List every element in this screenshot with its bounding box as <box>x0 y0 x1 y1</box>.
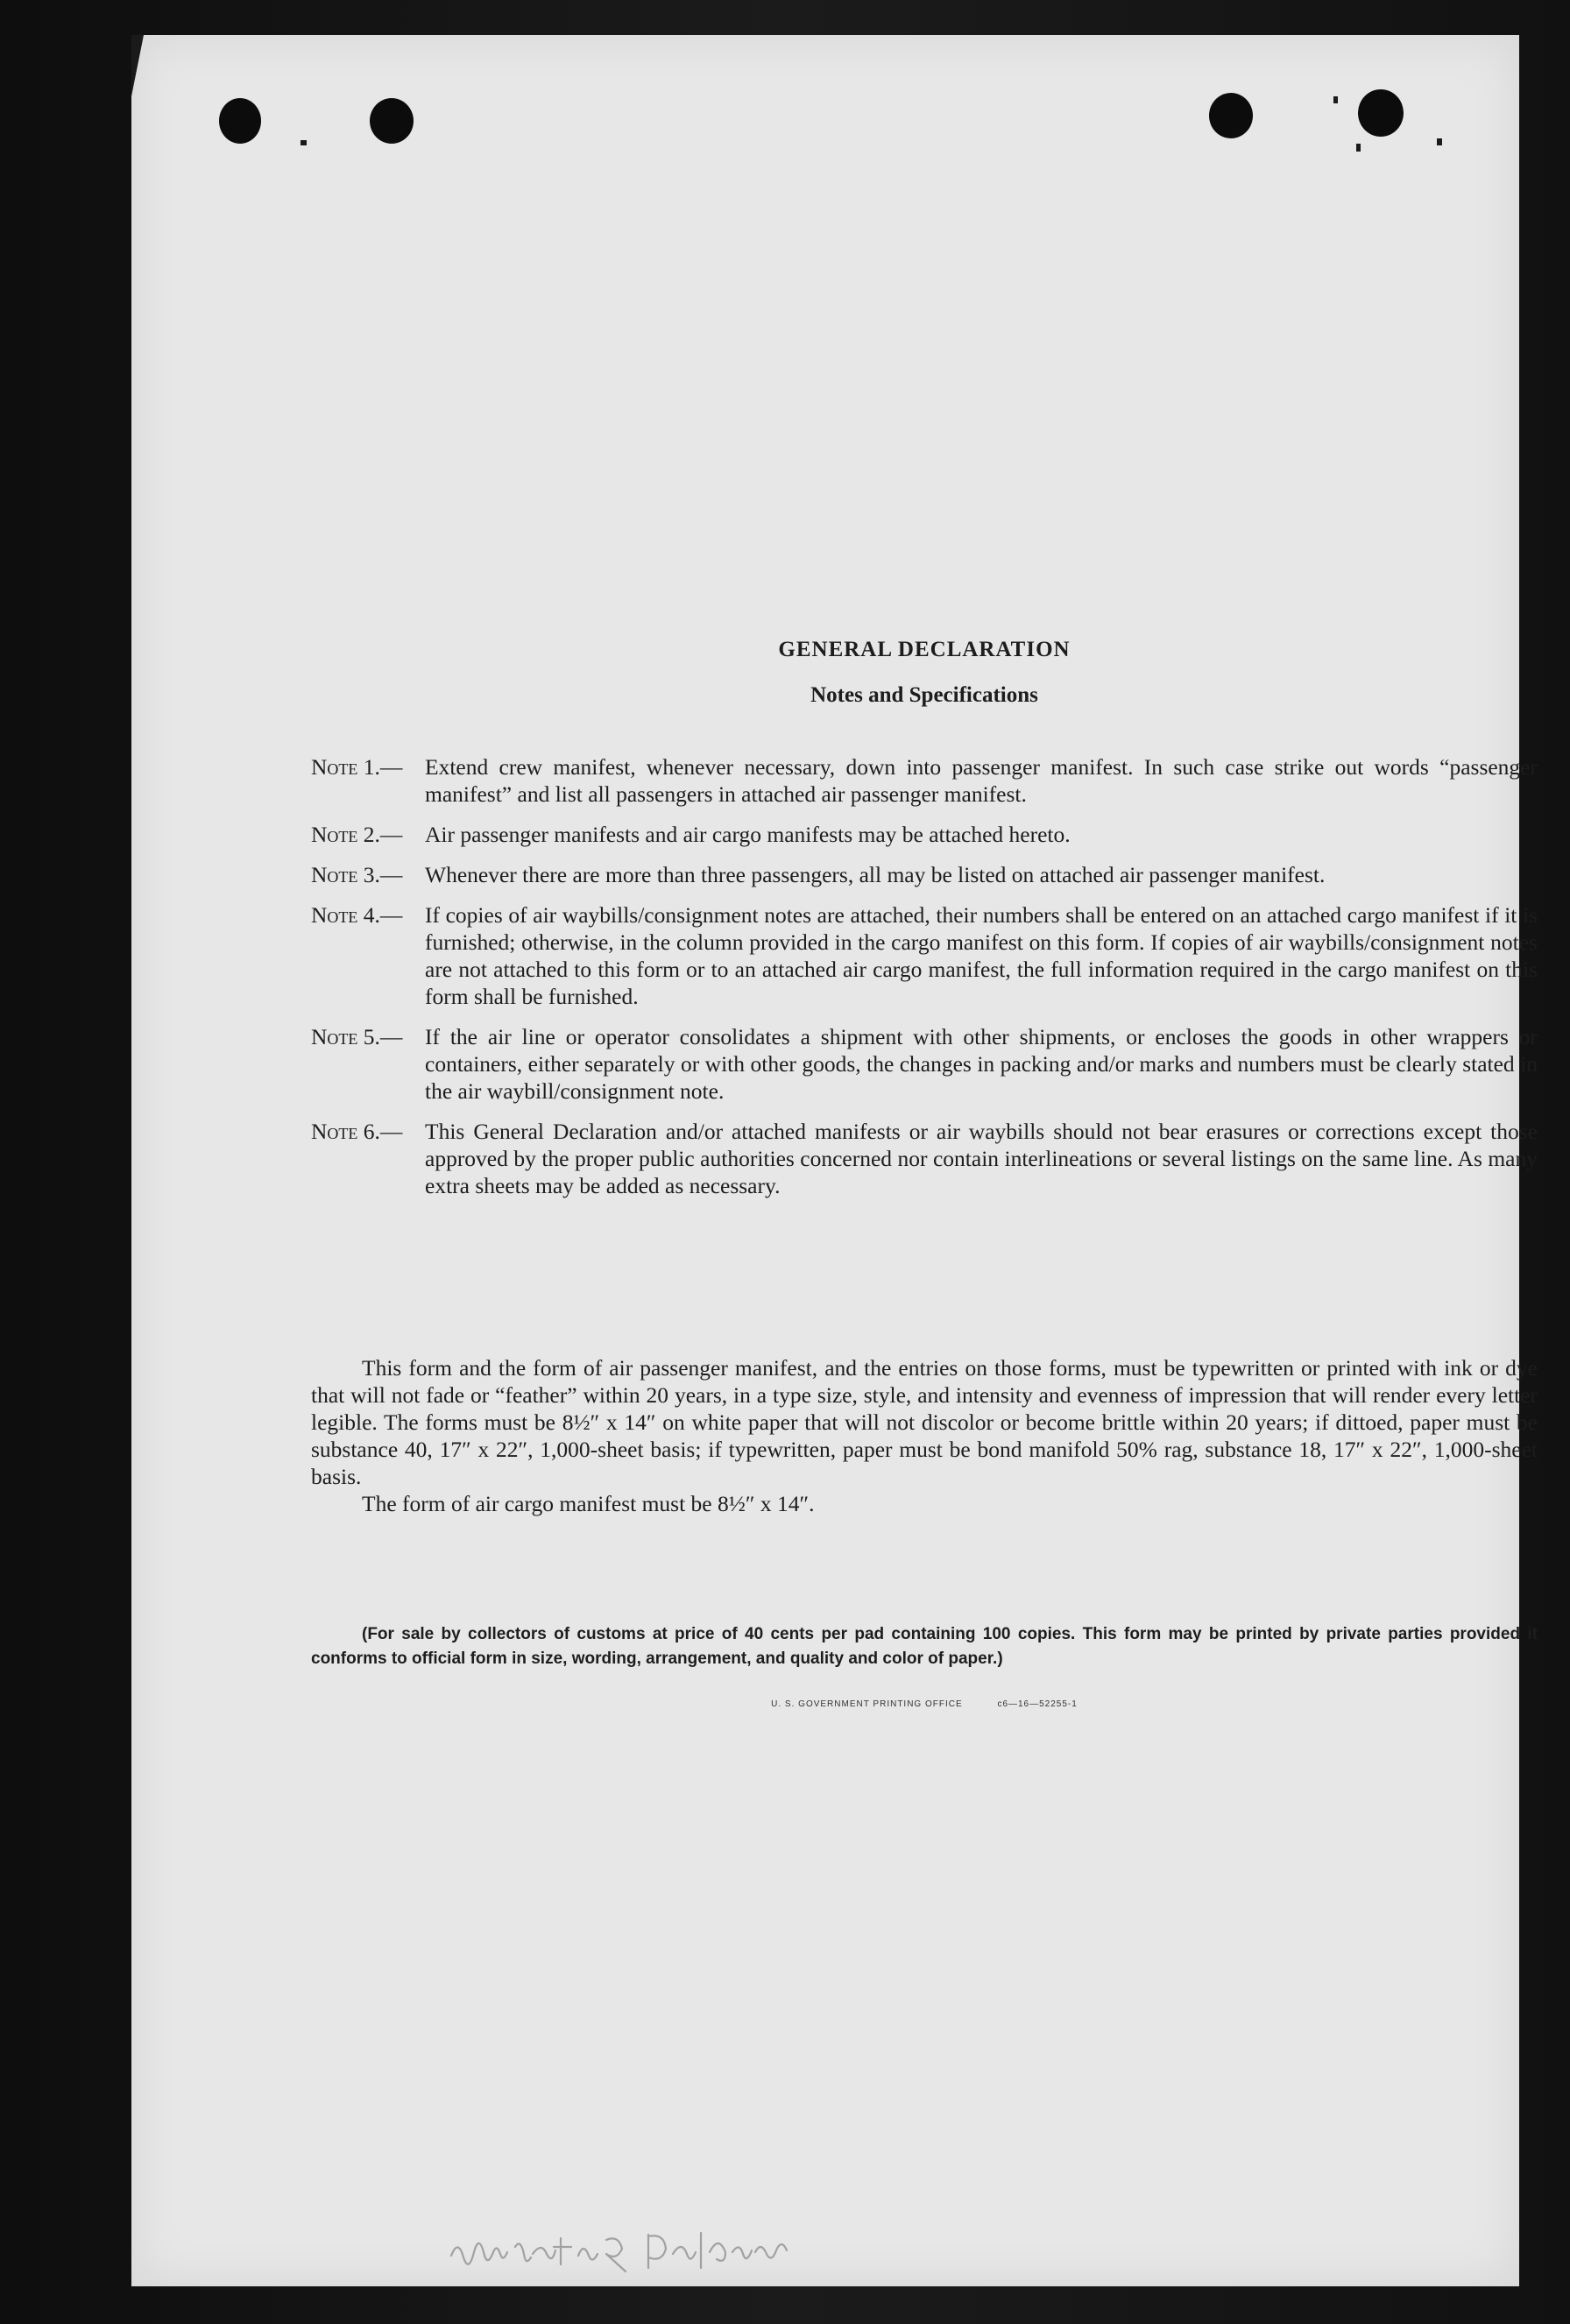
ink-speck-icon <box>301 140 307 145</box>
handwritten-signature <box>447 2221 920 2282</box>
note-label: Note 2.— <box>311 822 403 847</box>
note-text: Extend crew manifest, whenever necessary, down into passenger manifest. In such case strike out words “passenger manifest” and list all passengers in attached air passenger manifest. <box>425 754 1538 807</box>
note-text: If the air line or operator consolidates a shipment with other shipments, or encloses the goods in other wrappers or containers, either separately or with other goods, the changes in packing and/or marks and numbers must be clearly stated in the air waybill/consignment note. <box>425 1024 1538 1104</box>
printer-imprint <box>311 1699 1538 1709</box>
note-label: Note 5.— <box>311 1024 403 1049</box>
sale-note: (For sale by collectors of customs at price of 40 cents per pad containing 100 copies. This form may be printed by private parties provided it conforms to official form in size, wording, arrangement, and quality and color of paper.) <box>311 1625 1538 1668</box>
specification-paragraph: The form of air cargo manifest must be 8½″ x 14″. <box>362 1491 815 1516</box>
document-page <box>131 35 1538 2286</box>
punch-hole-icon <box>1358 89 1404 137</box>
note-item <box>311 821 1538 848</box>
note-item <box>311 861 1538 888</box>
ink-speck-icon <box>1356 144 1361 152</box>
note-item <box>311 753 1538 808</box>
notes-list <box>311 753 1538 1212</box>
specification-paragraph: This form and the form of air passenger manifest, and the entries on those forms, must be typewritten or printed with ink or dye that will not fade or “feather” within 20 years, in a type size, style, and intensity and evenness of impression that will render every letter legible. The forms must be 8½″ x 14″ on white paper that will not discolor or become brittle within 20 years; if dittoed, paper must be substance 40, 17″ x 22″, 1,000-sheet basis; if typewritten, paper must be bond manifold 50% rag, substance 18, 17″ x 22″, 1,000-sheet basis. <box>311 1355 1538 1489</box>
note-label: Note 1.— <box>311 754 403 780</box>
note-text: Air passenger manifests and air cargo manifests may be attached hereto. <box>425 822 1071 847</box>
note-label: Note 4.— <box>311 902 403 928</box>
note-label: Note 3.— <box>311 862 403 887</box>
printer-code: c6—16—52255-1 <box>997 1699 1078 1709</box>
ink-speck-icon <box>1333 96 1338 103</box>
note-item <box>311 1023 1538 1105</box>
note-label: Note 6.— <box>311 1119 403 1144</box>
note-text: Whenever there are more than three passengers, all may be listed on attached air passenger manifest. <box>425 862 1326 887</box>
ink-speck-icon <box>1437 138 1442 145</box>
note-text: This General Declaration and/or attached manifests or air waybills should not bear erasures or corrections except those approved by the proper public authorities concerned nor contain interlineations or several listings on the same line. As many extra sheets may be added as necessary. <box>425 1119 1538 1198</box>
printer-office: U. S. GOVERNMENT PRINTING OFFICE <box>771 1699 963 1709</box>
note-item <box>311 1118 1538 1199</box>
punch-hole-icon <box>370 98 414 144</box>
punch-hole-icon <box>1209 93 1253 138</box>
document-title: GENERAL DECLARATION <box>778 638 1071 661</box>
document-subtitle: Notes and Specifications <box>810 683 1038 707</box>
specifications-text <box>311 1354 1538 1517</box>
note-text: If copies of air waybills/consignment notes are attached, their numbers shall be entered on an attached cargo manifest if it is furnished; otherwise, in the column provided in the cargo manifest on this form. If copies of air waybills/consignment notes are not attached to this form or to an attached air cargo manifest, the full information required in the cargo manifest on this form shall be furnished. <box>425 902 1538 1009</box>
punch-hole-icon <box>219 98 261 144</box>
note-item <box>311 901 1538 1010</box>
